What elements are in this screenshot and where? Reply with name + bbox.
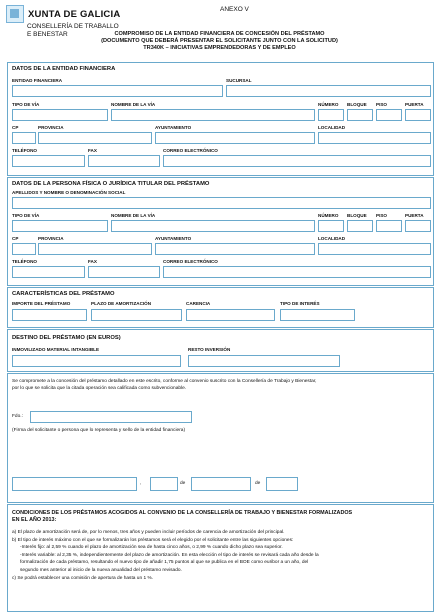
sucursal-field[interactable] xyxy=(226,85,431,97)
tipo-via-label: TIPO DE VÍA xyxy=(12,102,40,107)
firma-note: (Firma del solicitante o persona que lo representa y sello de la entidad financiera) xyxy=(12,428,186,433)
ayuntamiento-field[interactable] xyxy=(155,132,315,144)
document-title xyxy=(0,31,439,53)
telefono-label: TELÉFONO xyxy=(12,259,38,264)
importe-field[interactable] xyxy=(12,309,87,321)
telefono-field[interactable] xyxy=(12,266,85,278)
numero-label: NÚMERO xyxy=(318,213,339,218)
section-title: DATOS DE LA PERSONA FÍSICA O JURÍDICA TITULAR DEL PRÉSTAMO xyxy=(12,181,210,187)
section-destino xyxy=(7,329,434,372)
provincia-field[interactable] xyxy=(38,132,152,144)
resto-inversion-label: RESTO INVERSIÓN xyxy=(188,347,231,352)
localidad-label: LOCALIDAD xyxy=(318,236,346,241)
piso-label: PISO xyxy=(376,213,387,218)
compromiso-line1: Se compromete a la concesión del préstamo detallado en este escrito, conforme al convenio suscrito con la Consellería de Trabajo y Bienestar, xyxy=(12,379,317,384)
ayuntamiento-field[interactable] xyxy=(155,243,315,255)
fdo-field[interactable] xyxy=(30,411,192,423)
entidad-field[interactable] xyxy=(12,85,223,97)
plazo-field[interactable] xyxy=(91,309,182,321)
tipo-interes-field[interactable] xyxy=(280,309,355,321)
condiciones-title-line2: EN EL AÑO 2013: xyxy=(12,517,57,524)
fax-label: FAX xyxy=(88,148,97,153)
cp-field[interactable] xyxy=(12,243,36,255)
condicion-c: c) Se podrá establecer una comisión de apertura de hasta un 1 %. xyxy=(12,575,154,581)
telefono-field[interactable] xyxy=(12,155,85,167)
numero-field[interactable] xyxy=(318,109,344,121)
tipo-via-label: TIPO DE VÍA xyxy=(12,213,40,218)
tipo-interes-label: TIPO DE INTERÉS xyxy=(280,301,320,306)
tipo-via-field[interactable] xyxy=(12,220,108,232)
inmovilizado-field[interactable] xyxy=(12,355,181,367)
carencia-field[interactable] xyxy=(186,309,275,321)
piso-label: PISO xyxy=(376,102,387,107)
bloque-label: BLOQUE xyxy=(347,213,367,218)
importe-label: IMPORTE DEL PRÉSTAMO xyxy=(12,301,71,306)
compromiso-text xyxy=(12,379,430,392)
anio-field[interactable] xyxy=(266,477,298,491)
mes-field[interactable] xyxy=(191,477,251,491)
fax-field[interactable] xyxy=(88,266,160,278)
ayuntamiento-label: AYUNTAMIENTO xyxy=(155,125,192,130)
condicion-b: b) El tipo de interés máximo con el que se formalizarán los préstamos será el elegido por el solicitante entre las siguientes opciones: xyxy=(12,537,294,543)
section-entidad-financiera xyxy=(7,62,434,176)
localidad-field[interactable] xyxy=(318,243,431,255)
condiciones-title xyxy=(12,510,430,524)
lugar-field[interactable] xyxy=(12,477,137,491)
provincia-label: PROVINCIA xyxy=(38,125,64,130)
localidad-label: LOCALIDAD xyxy=(318,125,346,130)
title-line1: COMPROMISO DE LA ENTIDAD FINANCIERA DE CONCESIÓN DEL PRÉSTAMO xyxy=(114,31,325,37)
puerta-field[interactable] xyxy=(405,109,431,121)
condicion-a: a) El plazo de amortización será de, por lo menos, tres años y pueden incluir períodos de carencia de amortización del principal. xyxy=(12,530,285,535)
nombre-via-field[interactable] xyxy=(111,109,315,121)
nombre-via-field[interactable] xyxy=(111,220,315,232)
fax-label: FAX xyxy=(88,259,97,264)
ayuntamiento-label: AYUNTAMIENTO xyxy=(155,236,192,241)
title-line2: (DOCUMENTO QUE DEBERÁ PRESENTAR EL SOLICITANTE JUNTO CON LA SOLICITUD) xyxy=(101,38,338,45)
condicion-b-fijo: -Interés fijo: al 2,59 % cuando el plazo de amortización sea de hasta cinco años, o 2,99 % cuando dicho plazo sea superior. xyxy=(20,545,283,551)
tipo-via-field[interactable] xyxy=(12,109,108,121)
section-title: DATOS DE LA ENTIDAD FINANCIERA xyxy=(12,66,116,72)
bloque-label: BLOQUE xyxy=(347,102,367,107)
date-comma: , xyxy=(140,481,142,486)
section-title: DESTINO DEL PRÉSTAMO (EN EUROS) xyxy=(12,335,121,341)
provincia-field[interactable] xyxy=(38,243,152,255)
brand-name: XUNTA DE GALICIA xyxy=(28,8,121,20)
condicion-b-variable-2: formalización de cada préstamo, resultando el nuevo tipo de añadir 1,75 puntos al que se publica en el BOE como euribor a un año, del xyxy=(20,560,309,566)
carencia-label: CARENCIA xyxy=(186,301,211,306)
correo-field[interactable] xyxy=(163,266,431,278)
cp-label: CP xyxy=(12,236,19,241)
nombre-via-label: NOMBRE DE LA VÍA xyxy=(111,213,156,218)
cp-field[interactable] xyxy=(12,132,36,144)
de-label-2: de xyxy=(255,481,261,486)
piso-field[interactable] xyxy=(376,109,402,121)
bloque-field[interactable] xyxy=(347,220,373,232)
section-title: CARACTERÍSTICAS DEL PRÉSTAMO xyxy=(12,291,115,297)
apellidos-field[interactable] xyxy=(12,197,431,209)
cp-label: CP xyxy=(12,125,19,130)
localidad-field[interactable] xyxy=(318,132,431,144)
condiciones-title-line1: CONDICIONES DE LOS PRÉSTAMOS ACOGIDOS AL CONVENIO DE LA CONSELLERÍA DE TRABAJO Y BIENESTAR FORMALIZADOS xyxy=(12,510,353,516)
dia-field[interactable] xyxy=(150,477,178,491)
section-persona-titular xyxy=(7,177,434,286)
title-line3: TR340K – INICIATIVAS EMPRENDEDORAS Y DE EMPLEO xyxy=(143,45,296,52)
apellidos-label: APELLIDOS Y NOMBRE O DENOMINACIÓN SOCIAL xyxy=(12,190,126,195)
fdo-label: Fdo.: xyxy=(12,414,23,419)
numero-field[interactable] xyxy=(318,220,344,232)
bloque-field[interactable] xyxy=(347,109,373,121)
condiciones-list xyxy=(12,529,432,582)
telefono-label: TELÉFONO xyxy=(12,148,38,153)
sucursal-label: SUCURSAL xyxy=(226,78,252,83)
correo-label: CORREO ELECTRÓNICO xyxy=(163,148,218,153)
fax-field[interactable] xyxy=(88,155,160,167)
nombre-via-label: NOMBRE DE LA VÍA xyxy=(111,102,156,107)
correo-label: CORREO ELECTRÓNICO xyxy=(163,259,218,264)
inmovilizado-label: INMOVILIZADO MATERIAL INTANGIBLE xyxy=(12,347,100,352)
puerta-label: PUERTA xyxy=(405,213,424,218)
department-line2: E BENESTAR xyxy=(27,31,68,38)
correo-field[interactable] xyxy=(163,155,431,167)
department-line1: CONSELLERÍA DE TRABALLO xyxy=(27,23,119,30)
compromiso-line2: por lo que se solicita que la citada operación sea calificada como subvencionable. xyxy=(12,385,187,391)
section-compromiso xyxy=(7,373,434,503)
piso-field[interactable] xyxy=(376,220,402,232)
plazo-label: PLAZO DE AMORTIZACIÓN xyxy=(91,301,152,306)
provincia-label: PROVINCIA xyxy=(38,236,64,241)
puerta-field[interactable] xyxy=(405,220,431,232)
numero-label: NÚMERO xyxy=(318,102,339,107)
entidad-label: ENTIDAD FINANCIERA xyxy=(12,78,63,83)
annex-label: ANEXO V xyxy=(220,6,249,13)
section-condiciones xyxy=(7,504,434,612)
de-label-1: de xyxy=(180,481,186,486)
section-caracteristicas xyxy=(7,287,434,328)
condicion-b-variable-1: -Interés variable: al 2,35 %, independientemente del plazo de amortización. En esta elección el tipo de interés se revisará cada año desde la xyxy=(20,552,319,558)
condicion-b-variable-3: segundo mes anterior al inicio de la nueva anualidad del préstamo revisado. xyxy=(20,567,182,573)
resto-inversion-field[interactable] xyxy=(188,355,340,367)
xunta-logo-icon xyxy=(6,5,24,23)
puerta-label: PUERTA xyxy=(405,102,424,107)
